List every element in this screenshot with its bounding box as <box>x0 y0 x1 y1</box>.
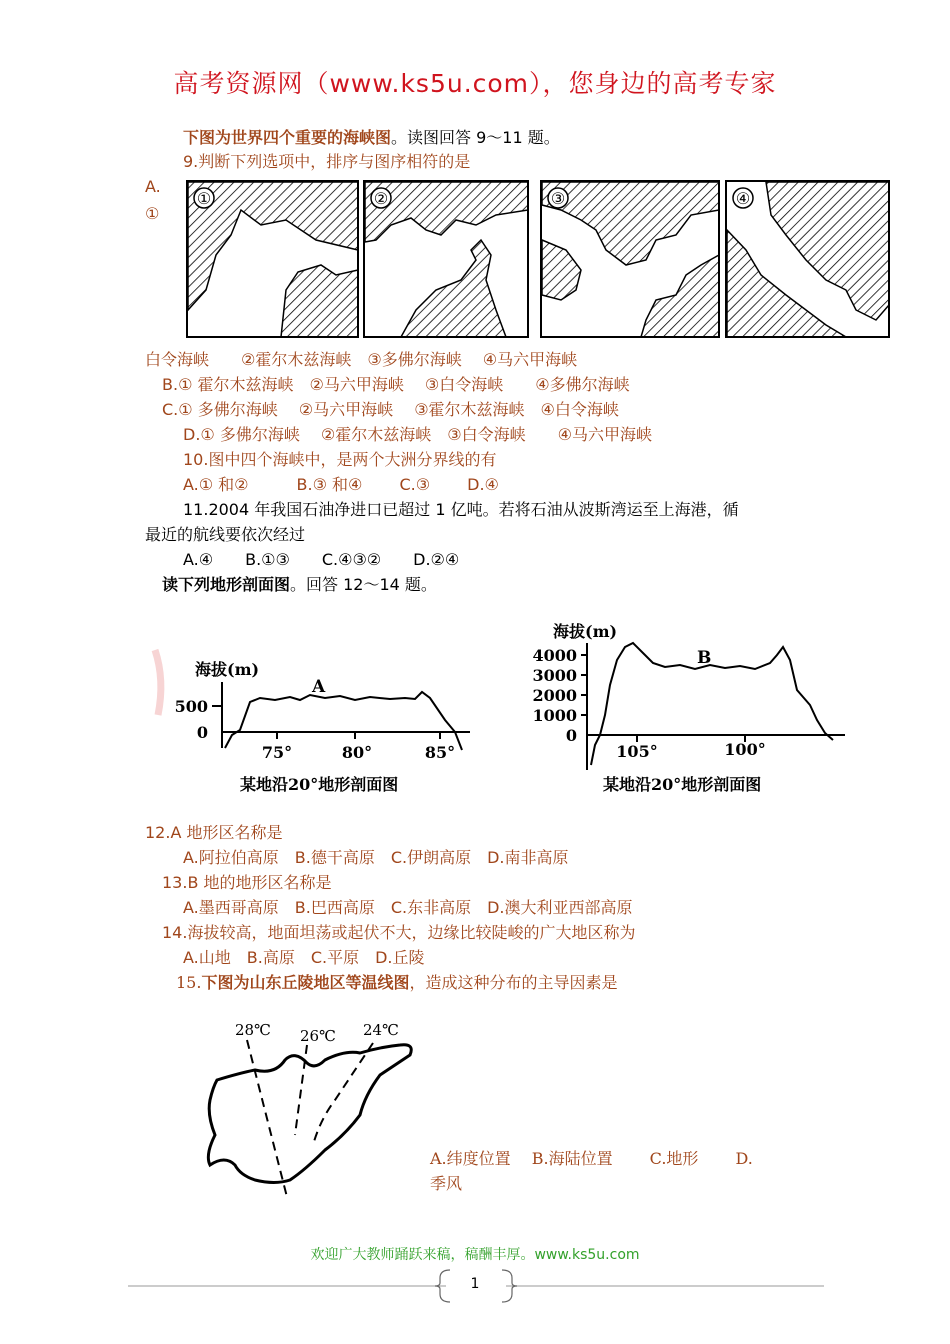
q11-stem-line1: 11.2004 年我国石油净进口已超过 1 亿吨。若将石油从波斯湾运至上海港，循 <box>183 500 739 519</box>
profile-b-caption: 某地沿20°地形剖面图 <box>603 775 762 794</box>
profile-a-xtick-80: 80° <box>341 743 373 762</box>
strait-map-2 <box>364 181 528 337</box>
q11-stem-line2: 最近的航线要依次经过 <box>145 525 306 544</box>
isotherm-label-24: 24℃ <box>363 1021 399 1039</box>
q13-stem: 13.B 地的地形区名称是 <box>162 873 332 892</box>
profile-b-ylabel: 海拔(m) <box>553 622 618 641</box>
strait-map-4 <box>726 181 889 337</box>
q10-options: A.① 和② B.③ 和④ C.③ D.④ <box>183 475 499 494</box>
profile-b-ytick-2000: 2000 <box>532 686 577 705</box>
strait-map-label-2: ② <box>373 189 389 208</box>
profile-b-ytick-4000: 4000 <box>532 646 577 665</box>
profile-a-ytick-500: 500 <box>174 697 208 716</box>
profile-a-ytick-0: 0 <box>196 723 208 742</box>
strait-maps-figure <box>186 180 890 340</box>
intro-profile-bold: 读下列地形剖面图 <box>162 575 291 594</box>
profile-b-xtick-105: 105° <box>616 742 658 761</box>
isotherm-label-26: 26℃ <box>300 1027 336 1045</box>
q9-stem: 9.判断下列选项中，排序与图序相符的是 <box>183 152 471 171</box>
profile-a-figure <box>150 640 480 800</box>
q15-options-line1: A.纬度位置 B.海陆位置 C.地形 D. <box>430 1149 753 1168</box>
intro-strait-bold: 下图为世界四个重要的海峡图 <box>183 128 392 147</box>
q12-stem: 12.A 地形区名称是 <box>145 823 283 842</box>
q10-stem: 10.图中四个海峡中，是两个大洲分界线的有 <box>183 450 497 469</box>
profile-a-marker: A <box>312 677 326 697</box>
intro-profile <box>162 574 437 596</box>
strait-map-label-4: ④ <box>735 189 751 208</box>
intro-strait <box>183 127 560 149</box>
q14-stem: 14.海拔较高，地面坦荡或起伏不大，边缘比较陡峻的广大地区称为 <box>162 923 636 942</box>
q9-option-c: C.① 多佛尔海峡 ②马六甲海峡 ③霍尔木兹海峡 ④白令海峡 <box>162 400 619 419</box>
q15-rest: ，造成这种分布的主导因素是 <box>409 973 618 992</box>
profile-b-ytick-1000: 1000 <box>532 706 577 725</box>
strait-map-1 <box>187 181 358 337</box>
q14-options: A.山地 B.高原 C.平原 D.丘陵 <box>183 948 425 967</box>
footer-text: 欢迎广大教师踊跃来稿，稿酬丰厚。www.ks5u.com <box>310 1247 640 1263</box>
q15-stem <box>176 972 617 994</box>
q11-options: A.④ B.①③ C.④③② D.②④ <box>183 550 460 569</box>
strait-map-label-1: ① <box>196 189 212 208</box>
profile-b-ytick-0: 0 <box>565 726 577 745</box>
profile-a-caption: 某地沿20°地形剖面图 <box>240 775 399 794</box>
profile-b-xtick-100: 100° <box>724 740 766 759</box>
intro-profile-rest: 。回答 12～14 题。 <box>290 575 437 594</box>
isotherm-map-figure <box>195 1015 435 1205</box>
site-header: 高考资源网（www.ks5u.com），您身边的高考专家 <box>173 69 777 98</box>
q13-options: A.墨西哥高原 B.巴西高原 C.东非高原 D.澳大利亚西部高原 <box>183 898 633 917</box>
intro-strait-rest: 。读图回答 9～11 题。 <box>391 128 560 147</box>
q9-option-a: 白令海峡 ②霍尔木兹海峡 ③多佛尔海峡 ④马六甲海峡 <box>145 350 578 369</box>
profile-a-xtick-75: 75° <box>261 743 293 762</box>
page-number: 1 <box>470 1276 480 1292</box>
profile-b-figure <box>525 615 855 800</box>
profile-a-ylabel: 海拔(m) <box>195 660 260 679</box>
q9-option-a-circle: ① <box>145 204 160 223</box>
isotherm-label-28: 28℃ <box>235 1021 271 1039</box>
q9-option-d: D.① 多佛尔海峡 ②霍尔木兹海峡 ③白令海峡 ④马六甲海峡 <box>183 425 652 444</box>
q15-bold: 下图为山东丘陵地区等温线图 <box>201 973 410 992</box>
q9-option-a-prefix: A. <box>145 177 161 196</box>
strait-map-3 <box>541 181 719 337</box>
q15-number: 15. <box>176 973 202 992</box>
profile-b-marker: B <box>697 648 712 668</box>
q15-options-line2: 季风 <box>430 1174 463 1193</box>
q12-options: A.阿拉伯高原 B.德干高原 C.伊朗高原 D.南非高原 <box>183 848 569 867</box>
profile-b-ytick-3000: 3000 <box>532 666 577 685</box>
profile-a-xtick-85: 85° <box>424 743 456 762</box>
q9-option-b: B.① 霍尔木兹海峡 ②马六甲海峡 ③白令海峡 ④多佛尔海峡 <box>162 375 630 394</box>
strait-map-label-3: ③ <box>550 189 566 208</box>
